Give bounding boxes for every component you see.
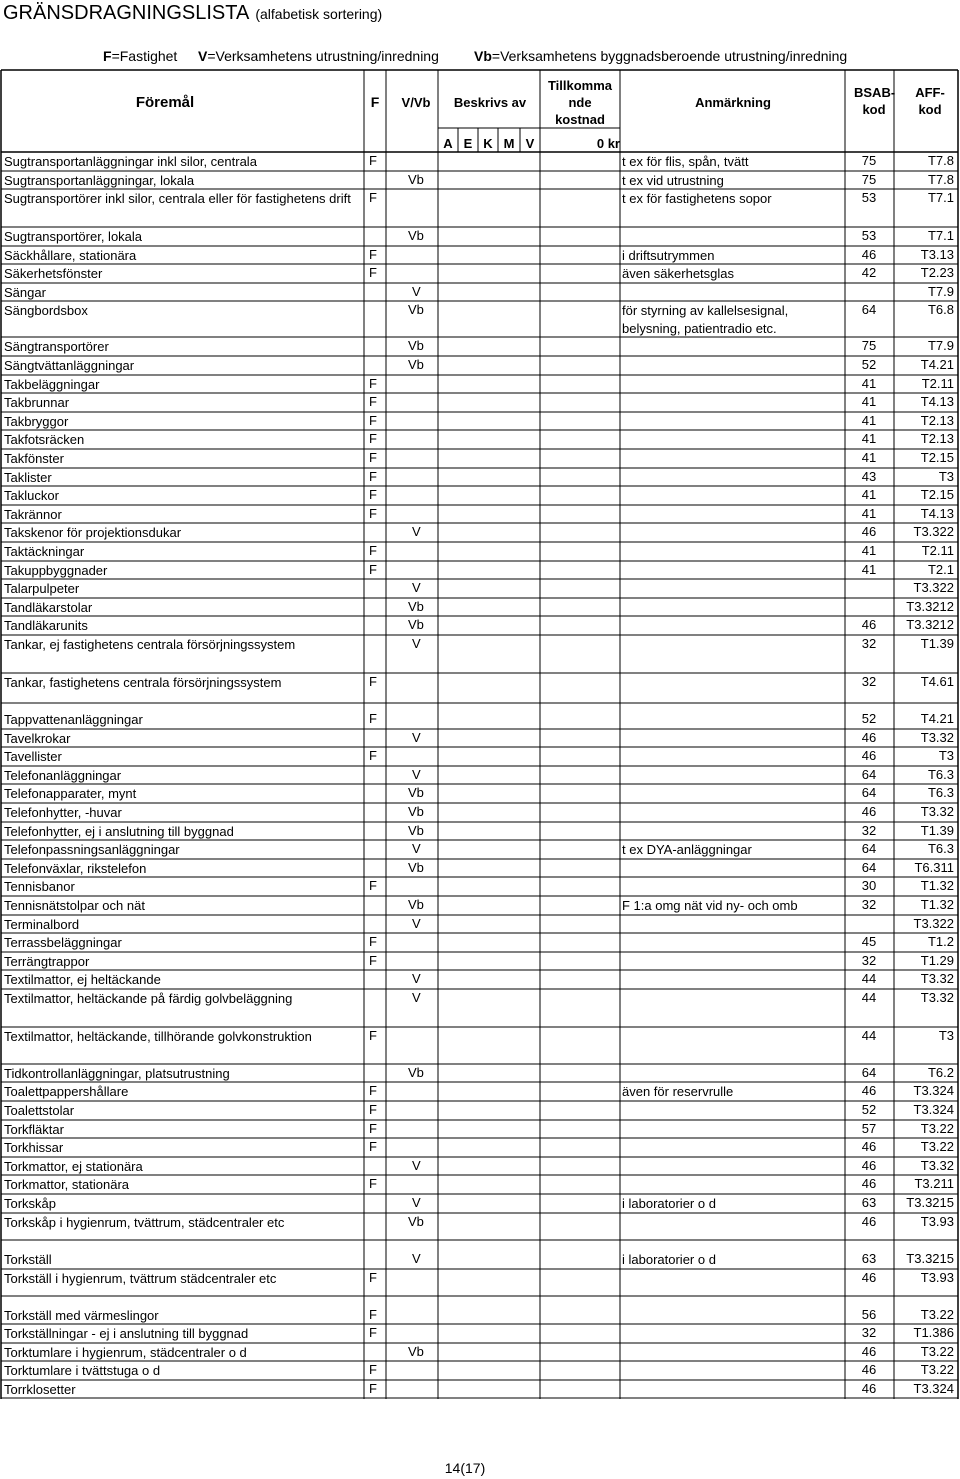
row-aff-code: T3.324 [913, 1083, 954, 1098]
row-f-flag: F [369, 431, 377, 446]
row-item-name: Sugtransportörer inkl silor, centrala eller för fastighetens drift [4, 191, 351, 206]
row-bsab-code: 64 [861, 785, 877, 800]
legend-f-key: F [103, 48, 112, 64]
row-aff-code: T1.32 [920, 897, 954, 912]
header-zero-kr: 0 kr [596, 136, 620, 151]
row-aff-code: T6.3 [927, 841, 954, 856]
row-item-name: Sängtransportörer [4, 339, 109, 354]
row-aff-code: T1.386 [913, 1325, 954, 1340]
row-aff-code: T1.39 [920, 823, 954, 838]
row-note: för styrning av kallelsesignal, belysning, patientradio etc. [622, 303, 789, 336]
row-aff-code: T3.32 [920, 1158, 954, 1173]
row-f-flag: F [369, 394, 377, 409]
row-item-name: Takskenor för projektionsdukar [4, 525, 182, 540]
row-item-name: Säckhållare, stationära [4, 248, 137, 263]
row-item-name: Torktumlare i tvättstuga o d [4, 1363, 161, 1378]
row-aff-code: T3.32 [920, 730, 954, 745]
row-bsab-code: 41 [861, 543, 877, 558]
row-note: t ex DYA-anläggningar [622, 842, 752, 857]
row-aff-code: T4.13 [920, 394, 954, 409]
row-note: F 1:a omg nät vid ny- och omb [622, 898, 798, 913]
row-v-flag: V [412, 841, 421, 856]
row-aff-code: T3.3215 [906, 1251, 954, 1266]
header-beskrivs: Beskrivs av [453, 95, 527, 110]
header-tillkommande [540, 77, 620, 128]
row-bsab-code: 46 [861, 1362, 877, 1377]
row-item-name: Takbeläggningar [4, 377, 100, 392]
row-bsab-code: 46 [861, 1083, 877, 1098]
row-f-flag: F [369, 247, 377, 262]
row-item-name: Terrängtrappor [4, 954, 90, 969]
row-f-flag: F [369, 934, 377, 949]
row-f-flag: F [369, 748, 377, 763]
row-bsab-code: 41 [861, 394, 877, 409]
row-f-flag: F [369, 711, 377, 726]
row-f-flag: F [369, 506, 377, 521]
row-f-flag: F [369, 1028, 377, 1043]
row-f-flag: F [369, 265, 377, 280]
row-item-name: Torkfläktar [4, 1122, 64, 1137]
row-item-name: Taklister [4, 470, 52, 485]
row-bsab-code: 41 [861, 487, 877, 502]
row-note: även säkerhetsglas [622, 266, 735, 281]
row-bsab-code: 44 [861, 971, 877, 986]
row-item-name: Sängar [4, 285, 46, 300]
row-aff-code: T3.322 [913, 524, 954, 539]
row-bsab-code: 41 [861, 506, 877, 521]
row-aff-code: T6.3 [927, 785, 954, 800]
row-bsab-code: 46 [861, 1139, 877, 1154]
row-bsab-code: 45 [861, 934, 877, 949]
row-bsab-code: 41 [861, 413, 877, 428]
header-bsab [854, 84, 894, 118]
row-bsab-code: 32 [861, 823, 877, 838]
header-aff-line2: kod [918, 102, 942, 117]
header-sub-e: E [463, 136, 473, 151]
legend-vb-key: Vb [474, 48, 492, 64]
row-item-name: Torkställ med värmeslingor [4, 1308, 159, 1323]
row-v-flag: Vb [408, 357, 424, 372]
row-note: i laboratorier o d [622, 1196, 716, 1211]
row-bsab-code: 46 [861, 1158, 877, 1173]
row-bsab-code: 52 [861, 1102, 877, 1117]
row-f-flag: F [369, 1102, 377, 1117]
row-item-name: Sängbordsbox [4, 303, 88, 318]
header-anmarkning: Anmärkning [695, 95, 771, 110]
legend-v-key: V [198, 48, 208, 64]
row-v-flag: Vb [408, 338, 424, 353]
row-bsab-code: 53 [861, 228, 877, 243]
row-bsab-code: 52 [861, 711, 877, 726]
row-f-flag: F [369, 1381, 377, 1396]
row-f-flag: F [369, 1176, 377, 1191]
row-aff-code: T7.8 [927, 172, 954, 187]
row-f-flag: F [369, 1121, 377, 1136]
row-v-flag: Vb [408, 897, 424, 912]
row-aff-code: T1.32 [920, 878, 954, 893]
row-aff-code: T3.3212 [906, 617, 954, 632]
row-v-flag: V [412, 580, 421, 595]
row-aff-code: T6.311 [914, 860, 954, 875]
row-bsab-code: 32 [861, 897, 877, 912]
row-item-name: Tandläkarstolar [4, 600, 93, 615]
row-aff-code: T1.39 [920, 636, 954, 651]
row-aff-code: T4.21 [920, 711, 954, 726]
row-aff-code: T4.61 [920, 674, 954, 689]
row-aff-code: T7.8 [927, 153, 954, 168]
row-item-name: Telefonapparater, mynt [4, 786, 137, 801]
row-item-name: Torkhissar [4, 1140, 64, 1155]
row-item-name: Takrännor [4, 507, 62, 522]
row-bsab-code: 75 [861, 338, 877, 353]
row-aff-code: T2.15 [920, 450, 954, 465]
row-bsab-code: 46 [861, 1214, 877, 1229]
row-item-name: Sugtransportanläggningar inkl silor, centrala [4, 154, 257, 169]
row-aff-code: T7.1 [927, 228, 954, 243]
row-item-name: Telefonpassningsanläggningar [4, 842, 180, 857]
row-item-name: Tidkontrollanläggningar, platsutrustning [4, 1066, 230, 1081]
row-aff-code: T3.93 [920, 1214, 954, 1229]
row-item-name: Taktäckningar [4, 544, 85, 559]
title-subtitle: (alfabetisk sortering) [255, 6, 383, 22]
header-foremal: Föremål [135, 94, 195, 111]
header-sub-v: V [525, 136, 535, 151]
row-bsab-code: 56 [861, 1307, 877, 1322]
row-f-flag: F [369, 190, 377, 205]
row-note: t ex vid utrustning [622, 173, 724, 188]
row-item-name: Torkmattor, stationära [4, 1177, 129, 1192]
row-bsab-code: 64 [861, 1065, 877, 1080]
row-f-flag: F [369, 1139, 377, 1154]
row-bsab-code: 64 [861, 841, 877, 856]
row-v-flag: Vb [408, 172, 424, 187]
row-aff-code: T3.322 [913, 916, 954, 931]
row-bsab-code: 41 [861, 376, 877, 391]
row-item-name: Takbrunnar [4, 395, 70, 410]
row-aff-code: T1.29 [920, 953, 954, 968]
row-f-flag: F [369, 1270, 377, 1285]
row-f-flag: F [369, 674, 377, 689]
row-bsab-code: 46 [861, 247, 877, 262]
row-v-flag: V [412, 284, 421, 299]
row-note: t ex för flis, spån, tvätt [622, 154, 749, 169]
row-item-name: Takuppbyggnader [4, 563, 108, 578]
header-tillkommande-line3: kostnad [555, 112, 605, 127]
page-number: 14(17) [444, 1460, 486, 1476]
row-item-name: Torkställ [4, 1252, 52, 1267]
row-bsab-code: 44 [861, 990, 877, 1005]
row-v-flag: V [412, 990, 421, 1005]
row-bsab-code: 75 [861, 153, 877, 168]
row-bsab-code: 75 [861, 172, 877, 187]
row-item-name: Textilmattor, ej heltäckande [4, 972, 161, 987]
row-f-flag: F [369, 469, 377, 484]
row-item-name: Talarpulpeter [4, 581, 80, 596]
row-aff-code: T3.22 [920, 1362, 954, 1377]
row-bsab-code: 46 [861, 804, 877, 819]
row-v-flag: Vb [408, 1214, 424, 1229]
row-item-name: Torkställ i hygienrum, tvättrum städcentraler etc [4, 1271, 277, 1286]
row-item-name: Torrklosetter [4, 1382, 76, 1397]
row-aff-code: T4.13 [920, 506, 954, 521]
row-v-flag: Vb [408, 599, 424, 614]
row-bsab-code: 57 [861, 1121, 877, 1136]
header-tillkommande-line1: Tillkomma [547, 78, 613, 93]
row-aff-code: T3.211 [914, 1176, 954, 1191]
row-bsab-code: 46 [861, 730, 877, 745]
row-item-name: Takbryggor [4, 414, 69, 429]
row-v-flag: Vb [408, 860, 424, 875]
row-bsab-code: 32 [861, 953, 877, 968]
row-bsab-code: 53 [861, 190, 877, 205]
row-v-flag: V [412, 1195, 421, 1210]
row-item-name: Sugtransportörer, lokala [4, 229, 143, 244]
legend-f-text: =Fastighet [111, 48, 178, 64]
row-f-flag: F [369, 153, 377, 168]
header-sub-k: K [483, 136, 493, 151]
row-bsab-code: 41 [861, 450, 877, 465]
header-sub-a: A [443, 136, 453, 151]
header-bsab-line1: BSAB- [854, 85, 896, 100]
row-aff-code: T3.22 [920, 1344, 954, 1359]
header-f: F [370, 94, 380, 110]
row-f-flag: F [369, 413, 377, 428]
row-aff-code: T3.22 [920, 1121, 954, 1136]
row-f-flag: F [369, 953, 377, 968]
row-aff-code: T3.32 [920, 971, 954, 986]
row-f-flag: F [369, 878, 377, 893]
header-bsab-line2: kod [862, 102, 886, 117]
row-v-flag: Vb [408, 1065, 424, 1080]
row-bsab-code: 46 [861, 524, 877, 539]
row-aff-code: T2.13 [920, 431, 954, 446]
row-item-name: Tennisbanor [4, 879, 75, 894]
row-v-flag: Vb [408, 804, 424, 819]
row-f-flag: F [369, 543, 377, 558]
row-bsab-code: 42 [861, 265, 877, 280]
row-bsab-code: 64 [861, 302, 877, 317]
row-f-flag: F [369, 450, 377, 465]
row-aff-code: T6.3 [927, 767, 954, 782]
row-item-name: Textilmattor, heltäckande, tillhörande golvkonstruktion [4, 1029, 312, 1044]
row-item-name: Terminalbord [4, 917, 80, 932]
row-item-name: Tappvattenanläggningar [4, 712, 143, 727]
row-f-flag: F [369, 487, 377, 502]
row-aff-code: T3.32 [920, 804, 954, 819]
row-aff-code: T3 [938, 748, 954, 763]
row-item-name: Takluckor [4, 488, 59, 503]
row-aff-code: T6.8 [927, 302, 954, 317]
row-note: t ex för fastighetens sopor [622, 191, 772, 206]
row-item-name: Takfönster [4, 451, 64, 466]
row-aff-code: T2.11 [921, 376, 954, 391]
row-item-name: Takfotsräcken [4, 432, 85, 447]
row-aff-code: T3.32 [920, 990, 954, 1005]
row-item-name: Sugtransportanläggningar, lokala [4, 173, 195, 188]
row-item-name: Torktumlare i hygienrum, städcentraler o d [4, 1345, 247, 1360]
row-aff-code: T7.1 [927, 190, 954, 205]
row-f-flag: F [369, 562, 377, 577]
row-aff-code: T2.1 [927, 562, 954, 577]
row-f-flag: F [369, 1307, 377, 1322]
row-bsab-code: 43 [861, 469, 877, 484]
row-item-name: Toalettpappershållare [4, 1084, 129, 1099]
row-aff-code: T3.13 [920, 247, 954, 262]
row-aff-code: T1.2 [927, 934, 954, 949]
row-f-flag: F [369, 1325, 377, 1340]
row-aff-code: T3.3212 [906, 599, 954, 614]
row-bsab-code: 44 [861, 1028, 877, 1043]
row-bsab-code: 32 [861, 636, 877, 651]
row-aff-code: T7.9 [927, 338, 954, 353]
row-v-flag: V [412, 971, 421, 986]
row-v-flag: V [412, 916, 421, 931]
row-aff-code: T3.93 [920, 1270, 954, 1285]
header-aff-line1: AFF- [915, 85, 945, 100]
row-bsab-code: 46 [861, 1176, 877, 1191]
row-item-name: Tandläkarunits [4, 618, 88, 633]
row-item-name: Tavellister [4, 749, 62, 764]
row-item-name: Telefonhytter, -huvar [4, 805, 122, 820]
row-bsab-code: 52 [861, 357, 877, 372]
row-bsab-code: 63 [861, 1195, 877, 1210]
row-item-name: Tankar, fastighetens centrala försörjningssystem [4, 675, 282, 690]
row-bsab-code: 64 [861, 860, 877, 875]
legend-v-text: =Verksamhetens utrustning/inredning [207, 48, 439, 64]
row-v-flag: V [412, 730, 421, 745]
row-aff-code: T3 [938, 469, 954, 484]
row-note: i driftsutrymmen [622, 248, 715, 263]
row-f-flag: F [369, 376, 377, 391]
row-aff-code: T3.324 [913, 1381, 954, 1396]
row-v-flag: Vb [408, 823, 424, 838]
title-text: GRÄNSDRAGNINGSLISTA [3, 2, 250, 24]
row-bsab-code: 41 [861, 431, 877, 446]
row-bsab-code: 63 [861, 1251, 877, 1266]
row-item-name: Telefonanläggningar [4, 768, 122, 783]
row-aff-code: T4.21 [920, 357, 954, 372]
legend-vb-text: =Verksamhetens byggnadsberoende utrustning/inredning [491, 48, 848, 64]
row-item-name: Säkerhetsfönster [4, 266, 103, 281]
header-vvb: V/Vb [401, 95, 431, 110]
row-item-name: Tennisnätstolpar och nät [4, 898, 145, 913]
row-item-name: Terrassbeläggningar [4, 935, 122, 950]
row-item-name: Telefonväxlar, rikstelefon [4, 861, 147, 876]
row-bsab-code: 46 [861, 1381, 877, 1396]
row-bsab-code: 46 [861, 1270, 877, 1285]
row-v-flag: Vb [408, 1344, 424, 1359]
row-aff-code: T6.2 [927, 1065, 954, 1080]
row-bsab-code: 46 [861, 617, 877, 632]
row-item-name: Sängtvättanläggningar [4, 358, 135, 373]
row-v-flag: V [412, 767, 421, 782]
row-item-name: Torkskåp i hygienrum, tvättrum, städcentraler etc [4, 1215, 285, 1230]
row-f-flag: F [369, 1362, 377, 1377]
row-item-name: Tavelkrokar [4, 731, 71, 746]
row-aff-code: T3.22 [920, 1139, 954, 1154]
row-v-flag: V [412, 1251, 421, 1266]
row-aff-code: T3.322 [913, 580, 954, 595]
row-item-name: Torkställningar - ej i anslutning till byggnad [4, 1326, 249, 1341]
row-bsab-code: 46 [861, 748, 877, 763]
row-v-flag: V [412, 1158, 421, 1173]
row-f-flag: F [369, 1083, 377, 1098]
row-v-flag: V [412, 636, 421, 651]
row-aff-code: T7.9 [927, 284, 954, 299]
row-bsab-code: 30 [861, 878, 877, 893]
row-v-flag: Vb [408, 302, 424, 317]
row-aff-code: T2.11 [921, 543, 954, 558]
row-aff-code: T3.22 [920, 1307, 954, 1322]
row-v-flag: Vb [408, 785, 424, 800]
row-item-name: Telefonhytter, ej i anslutning till byggnad [4, 824, 234, 839]
row-aff-code: T3.3215 [906, 1195, 954, 1210]
row-item-name: Torkmattor, ej stationära [4, 1159, 143, 1174]
header-tillkommande-line2: nde [568, 95, 592, 110]
row-aff-code: T2.23 [920, 265, 954, 280]
header-aff [905, 84, 955, 118]
row-bsab-code: 41 [861, 562, 877, 577]
row-item-name: Tankar, ej fastighetens centrala försörjningssystem [4, 637, 296, 652]
row-bsab-code: 32 [861, 1325, 877, 1340]
row-aff-code: T2.15 [920, 487, 954, 502]
row-v-flag: Vb [408, 228, 424, 243]
row-bsab-code: 32 [861, 674, 877, 689]
row-aff-code: T3.324 [913, 1102, 954, 1117]
row-note: i laboratorier o d [622, 1252, 716, 1267]
row-aff-code: T3 [938, 1028, 954, 1043]
row-v-flag: Vb [408, 617, 424, 632]
row-item-name: Toalettstolar [4, 1103, 75, 1118]
header-sub-m: M [503, 136, 515, 151]
row-bsab-code: 64 [861, 767, 877, 782]
row-note: även för reservrulle [622, 1084, 734, 1099]
row-item-name: Textilmattor, heltäckande på färdig golvbeläggning [4, 991, 293, 1006]
row-item-name: Torkskåp [4, 1196, 57, 1211]
row-bsab-code: 46 [861, 1344, 877, 1359]
row-v-flag: V [412, 524, 421, 539]
row-aff-code: T2.13 [920, 413, 954, 428]
